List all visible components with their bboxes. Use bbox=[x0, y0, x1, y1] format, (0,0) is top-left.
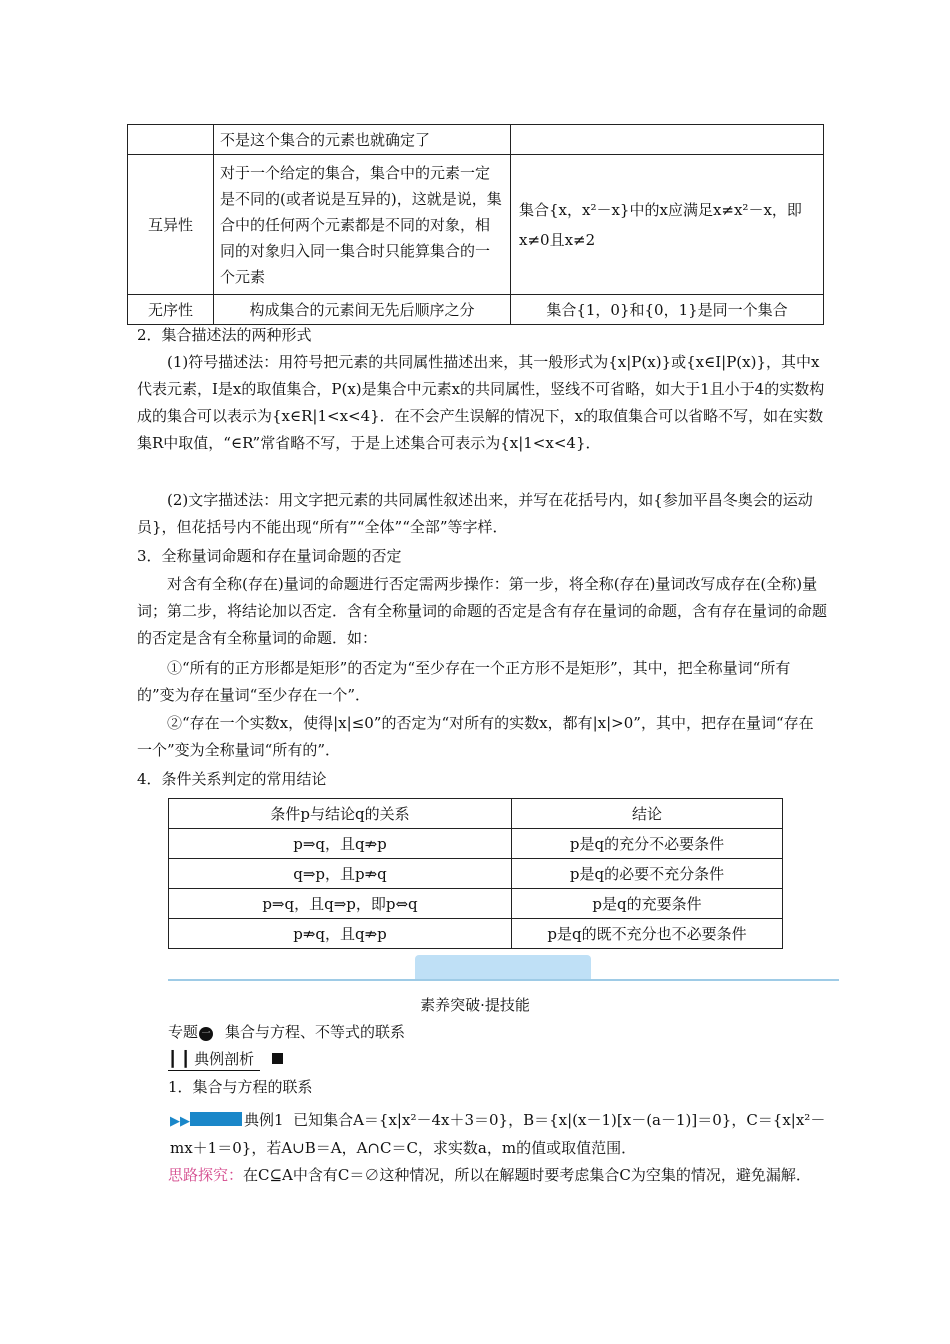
banner-tab bbox=[415, 955, 591, 980]
table-cell: p是q的必要不充分条件 bbox=[512, 859, 783, 889]
example-text: 已知集合A＝{x|x²－4x＋3＝0}，B＝{x|(x－1)[x－(a－1)]＝0}，C＝{x|x²－mx＋1＝0}，若A∪B＝A，A∩C＝C，求实数a，m的值或取值范围． bbox=[170, 1111, 826, 1157]
topic-title: 集合与方程、不等式的联系 bbox=[225, 1023, 406, 1041]
conditions-table bbox=[168, 798, 783, 949]
row-example: 集合{x，x²－x}中的x应满足x≠x²－x，即x≠0且x≠2 bbox=[511, 155, 824, 295]
table-cell: p⇒q，且q⇒p，即p⇔q bbox=[169, 889, 512, 919]
row-label: 无序性 bbox=[128, 295, 214, 325]
table-header: 条件p与结论q的关系 bbox=[169, 799, 512, 829]
row-desc: 构成集合的元素间无先后顺序之分 bbox=[214, 295, 511, 325]
example-block bbox=[170, 1107, 830, 1162]
paragraph: ①“所有的正方形都是矩形”的否定为“至少存在一个正方形不是矩形”，其中，把全称量词“所有的”变为存在量词“至少存在一个”． bbox=[137, 659, 791, 704]
row-example bbox=[511, 125, 824, 155]
analysis-label bbox=[168, 1048, 283, 1071]
properties-table bbox=[127, 124, 824, 325]
table-cell: q⇒p，且p⇏q bbox=[169, 859, 512, 889]
square-icon bbox=[272, 1053, 283, 1064]
table-header: 结论 bbox=[512, 799, 783, 829]
banner-title: 素养突破·提技能 bbox=[420, 996, 530, 1014]
topic-number-icon: 一 bbox=[199, 1027, 213, 1041]
thinking-label: 思路探究： bbox=[168, 1166, 244, 1184]
table-cell: p⇒q，且q⇏p bbox=[169, 829, 512, 859]
section-heading: 2．集合描述法的两种形式 bbox=[137, 326, 312, 344]
section-heading: 3．全称量词命题和存在量词命题的否定 bbox=[137, 547, 402, 565]
paragraph: 对含有全称(存在)量词的命题进行否定需两步操作：第一步，将全称(存在)量词改写成存在(全称)量词；第二步，将结论加以否定．含有全称量词的命题的否定是含有存在量词的命题，含有存在量词的命题的否定是含有全称量词的命题．如： bbox=[137, 575, 828, 647]
paragraph: (2)文字描述法：用文字把元素的共同属性叙述出来，并写在花括号内，如{参加平昌冬奥会的运动员}，但花括号内不能出现“所有”“全体”“全部”等字样． bbox=[137, 491, 813, 536]
table-cell: p是q的充分不必要条件 bbox=[512, 829, 783, 859]
paragraph: ②“存在一个实数x，使得|x|≤0”的否定为“对所有的实数x，都有|x|>0”，其中，把存在量词“存在一个”变为全称量词“所有的”． bbox=[137, 714, 814, 759]
row-desc: 对于一个给定的集合，集合中的元素一定是不同的(或者说是互异的)，这就是说，集合中的任何两个元素都是不同的对象，相同的对象归入同一集合时只能算集合的一个元素 bbox=[214, 155, 511, 295]
topic-heading bbox=[168, 1021, 405, 1043]
subsection-heading: 1．集合与方程的联系 bbox=[168, 1078, 313, 1096]
section-heading: 4．条件关系判定的常用结论 bbox=[137, 770, 327, 788]
table-cell: p是q的充要条件 bbox=[512, 889, 783, 919]
example-marker-icon bbox=[190, 1112, 242, 1126]
banner-divider bbox=[168, 979, 839, 981]
analysis-text: 典例剖析 bbox=[194, 1050, 255, 1068]
row-desc: 不是这个集合的元素也就确定了 bbox=[214, 125, 511, 155]
table-cell: p是q的既不充分也不必要条件 bbox=[512, 919, 783, 949]
row-label bbox=[128, 125, 214, 155]
thinking-text: 在C⊆A中含有C＝∅这种情况，所以在解题时要考虑集合C为空集的情况，避免漏解． bbox=[243, 1166, 811, 1184]
topic-prefix: 专题 bbox=[168, 1023, 199, 1041]
row-example: 集合{1，0}和{0，1}是同一个集合 bbox=[511, 295, 824, 325]
row-label: 互异性 bbox=[128, 155, 214, 295]
paragraph: (1)符号描述法：用符号把元素的共同属性描述出来，其一般形式为{x|P(x)}或{x∈I|P(x)}，其中x代表元素，I是x的取值集合，P(x)是集合中元素x的共同属性，竖线不可省略，如大于1且小于4的实数构成的集合可以表示为{x∈R|1<x<4}．在不会产生误解的情况下，x的取值集合可以省略不写，如在实数集R中取值，“∈R”常省略不写，于是上述集合可表示为{x|1<x<4}． bbox=[137, 353, 825, 452]
example-label: 典例1 bbox=[244, 1111, 284, 1129]
analysis-underline: ┃┃典例剖析 bbox=[168, 1048, 260, 1071]
thinking-block bbox=[168, 1162, 830, 1189]
table-cell: p⇏q，且q⇏p bbox=[169, 919, 512, 949]
double-arrow-icon: ▶▶ bbox=[170, 1114, 190, 1129]
